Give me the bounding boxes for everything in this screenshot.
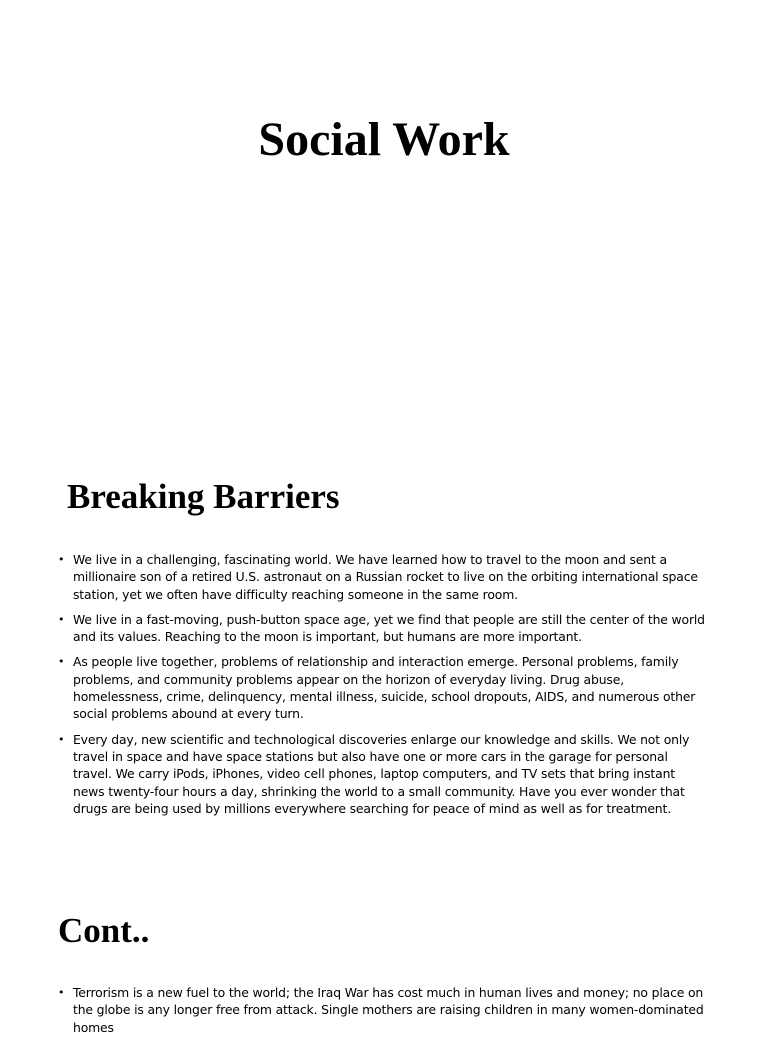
bullet-icon: • (58, 553, 65, 566)
bullet-text: Every day, new scientific and technological discoveries enlarge our knowledge and skills. We not only travel in space and have space stations but also have one or more cars in the garage for personal travel. We carry iPods, iPhones, video cell phones, laptop computers, and TV sets that bring instant news twenty-four hours a day, shrinking the world to a small community. Have you ever wonder that drugs are being used by millions everywhere searching for peace of mind as well as for treatment. (73, 731, 690, 816)
slide-heading: Breaking Barriers (67, 477, 340, 516)
list-item (58, 611, 710, 646)
cont-slide (0, 880, 768, 1035)
bullet-text: We live in a challenging, fascinating world. We have learned how to travel to the moon and sent a millionaire son of a retired U.S. astronaut on a Russian rocket to live on the orbiting international space station, yet we often have difficulty reaching someone in the same room. (73, 552, 698, 602)
list-item (58, 653, 710, 722)
bullet-icon: • (58, 732, 65, 746)
bullet-icon: • (58, 612, 65, 626)
list-item (58, 731, 710, 817)
list-item (58, 551, 710, 603)
breaking-barriers-slide (0, 440, 768, 880)
title-slide (0, 0, 768, 440)
bullet-icon: • (58, 986, 65, 999)
slide-heading: Cont.. (58, 911, 150, 950)
bullet-list (58, 984, 710, 1044)
bullet-text: Terrorism is a new fuel to the world; the Iraq War has cost much in human lives and money; no place on the globe is any longer free from attack. Single mothers are raising children in many women-dominated homes (73, 985, 704, 1035)
bullet-text: As people live together, problems of relationship and interaction emerge. Personal problems, family problems, and community problems appear on the horizon of everyday living. Drug abuse, homelessness, crime, delinquency, mental illness, suicide, school dropouts, AIDS, and numerous other social problems abound at every turn. (73, 654, 696, 722)
bullet-icon: • (58, 655, 65, 669)
page-title: Social Work (258, 113, 510, 166)
bullet-text: We live in a fast-moving, push-button space age, yet we find that people are still the center of the world and its values. Reaching to the moon is important, but humans are more important. (73, 611, 705, 645)
bullet-list (58, 551, 710, 825)
list-item (58, 984, 710, 1036)
